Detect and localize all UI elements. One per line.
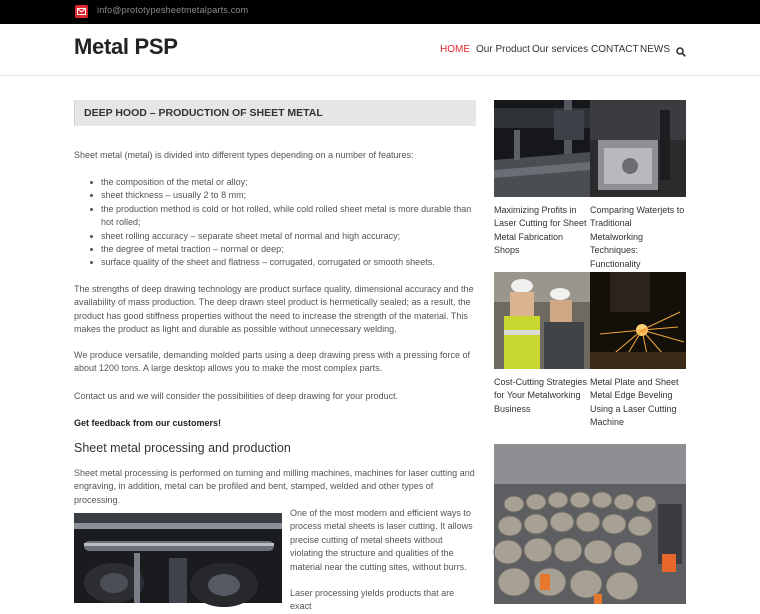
- section-heading: Sheet metal processing and production: [74, 441, 291, 455]
- post-thumbnail[interactable]: [590, 100, 686, 197]
- list-item: the degree of metal traction – normal or deep;: [88, 243, 476, 256]
- list-item: the composition of the metal or alloy;: [88, 176, 476, 189]
- post-title[interactable]: Metal Plate and Sheet Metal Edge Beveling Using a Laser Cutting Machine: [590, 377, 679, 428]
- main-content: [74, 100, 476, 612]
- contact-paragraph: Contact us and we will consider the possibilities of deep drawing for your product.: [74, 391, 399, 401]
- processing-paragraph: Sheet metal processing is performed on turning and milling machines, machines for laser cutting and engraving, in addition, metal can be profiled and bent, stamped, welded and other types of processing.: [74, 468, 475, 505]
- search-icon[interactable]: [676, 44, 686, 62]
- nav-news[interactable]: NEWS: [640, 44, 670, 55]
- feedback-text: Get feedback from our customers!: [74, 418, 222, 428]
- page-title: DEEP HOOD – PRODUCTION OF SHEET METAL: [74, 100, 476, 126]
- site-header: [0, 24, 760, 76]
- feature-list: [88, 176, 476, 270]
- list-item: surface quality of the sheet and flatness – corrugated, corrugated or smooth sheets.: [88, 256, 476, 269]
- top-bar: [0, 0, 760, 24]
- nav-contact[interactable]: CONTACT: [591, 44, 639, 55]
- envelope-icon[interactable]: [75, 5, 88, 18]
- post-card[interactable]: [494, 272, 590, 414]
- post-title[interactable]: Maximizing Profits in Laser Cutting for Sheet Metal Fabrication Shops: [494, 205, 587, 256]
- machinery-photo: [74, 513, 282, 603]
- post-thumbnail[interactable]: [494, 100, 590, 197]
- laser-paragraph: One of the most modern and efficient ways to process metal sheets is laser cutting. It allows precise cutting of metal sheets without violating the structure and qualities of the material near the cutting sites, without burrs.: [290, 508, 473, 572]
- list-item: sheet rolling accuracy – separate sheet metal of normal and high accuracy;: [88, 230, 476, 243]
- intro-paragraph: Sheet metal (metal) is divided into different types depending on a number of features:: [74, 150, 414, 160]
- versatile-paragraph: We produce versatile, demanding molded parts using a deep drawing press with a pressing force of about 1200 tons. A large desktop allows you to make the most complex parts.: [74, 350, 471, 374]
- nav-our-services[interactable]: Our services: [532, 44, 589, 55]
- nav-home[interactable]: HOME: [440, 44, 470, 55]
- list-item: the production method is cold or hot rolled, while cold rolled sheet metal is more durable than hot rolled;: [88, 203, 476, 230]
- post-title[interactable]: Cost-Cutting Strategies for Your Metalworking Business: [494, 377, 588, 414]
- list-item: sheet thickness – usually 2 to 8 mm;: [88, 189, 476, 202]
- contact-email[interactable]: info@prototypesheetmetalparts.com: [97, 5, 249, 15]
- laser-paragraph-cont: Laser processing yields products that are exact: [290, 588, 455, 612]
- post-card[interactable]: [494, 100, 590, 256]
- post-title[interactable]: Comparing Waterjets to Traditional Metalworking Techniques: Functionality: [590, 205, 685, 269]
- nav-our-product[interactable]: Our Product: [476, 44, 530, 55]
- featured-photo[interactable]: [494, 444, 686, 604]
- post-card[interactable]: [590, 272, 686, 428]
- post-thumbnail[interactable]: [494, 272, 590, 369]
- post-card[interactable]: [590, 100, 686, 269]
- site-logo[interactable]: Metal PSP: [74, 34, 178, 59]
- post-thumbnail[interactable]: [590, 272, 686, 369]
- strengths-paragraph: The strengths of deep drawing technology are product surface quality, dimensional accuracy and the availability of mass production. The deep drawn steel product is hermetically sealed; as a result, the product has good stiffness properties without the need to increase the strength of the material. This makes the product as light and durable as possible without unnecessary welding.: [74, 284, 474, 335]
